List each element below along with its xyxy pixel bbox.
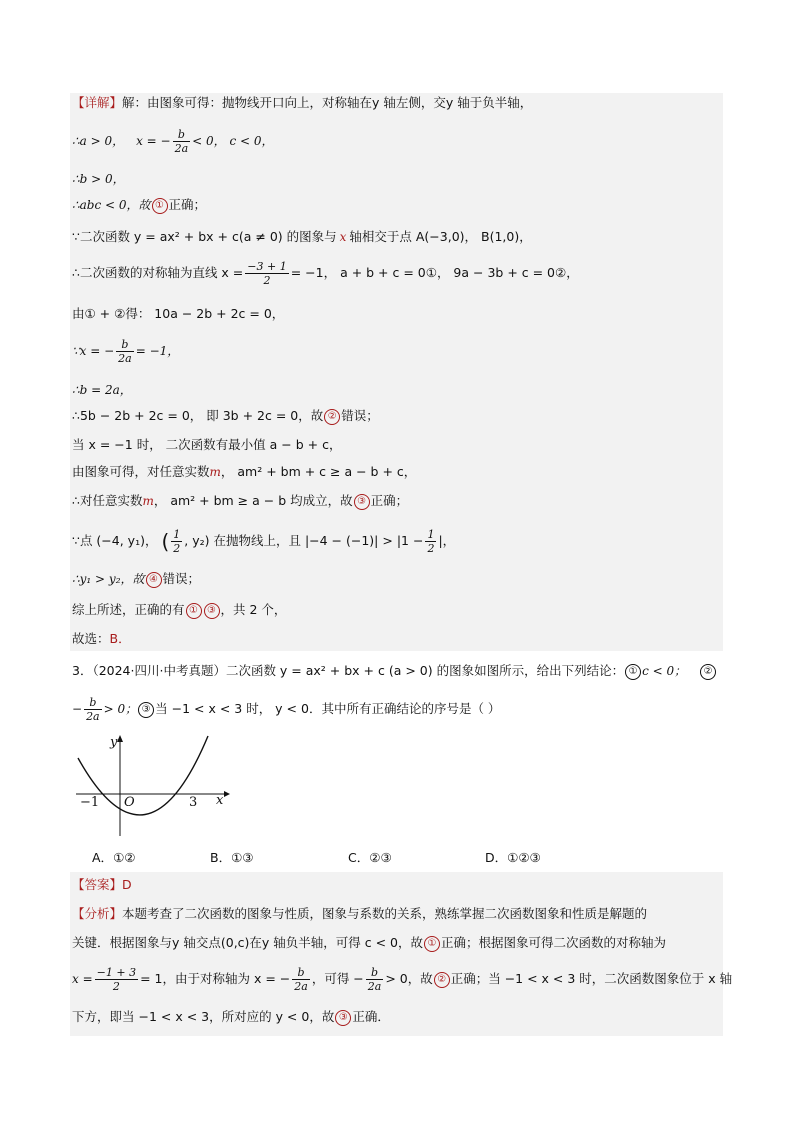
solution-line-17: 故选：B．: [72, 631, 131, 646]
fraction: $\frac{-3 + 1}{2}$: [247, 260, 287, 287]
solution-tag: 【详解】: [72, 95, 123, 110]
solution-line-1: 【详解】解：由图象可得：抛物线开口向上，对称轴在y 轴左侧，交y 轴于负半轴，: [72, 95, 533, 110]
circled-number: ①: [186, 603, 202, 619]
fraction: $\frac{b}{2a}$: [294, 966, 308, 993]
parabola-graph: [72, 732, 242, 842]
solution-line-2: ∴a > 0， x = − $\frac{b}{2a}$ < 0， c < 0，: [72, 128, 274, 155]
answer-value: D: [122, 877, 132, 892]
option-a[interactable]: A．①②: [92, 850, 136, 865]
solution-line-9: ∴b = 2a，: [72, 383, 132, 397]
fraction: $\frac{b}{2a}$: [86, 696, 100, 723]
solution-line-5: ∵二次函数 y = ax² + bx + c(a ≠ 0) 的图象与 x 轴相交于点 A(−3,0)， B(1,0)，: [72, 229, 532, 244]
y-axis-label: y: [110, 735, 118, 750]
fraction: $\frac{1}{2}$: [173, 528, 181, 555]
question-line-1: 3．（2024·四川·中考真题）二次函数 y = ax² + bx + c (a > 0) 的图象如图所示，给出下列结论： ① c < 0； ②: [72, 662, 717, 680]
solution-line-15: ∴y₁ > y₂，故 ④ 错误；: [72, 571, 201, 586]
fraction: $\frac{1}{2}$: [427, 528, 435, 555]
solution-line-16: 综上所述，正确的有 ① ③ ，共 2 个，: [72, 602, 287, 617]
circled-number: ②: [700, 664, 716, 680]
circled-number: ①: [152, 198, 168, 214]
circled-number: ①: [424, 936, 440, 952]
fraction: $\frac{b}{2a}$: [118, 338, 132, 365]
left-root-label: −1: [80, 795, 100, 810]
circled-number: ①: [625, 664, 641, 680]
circled-number: ③: [204, 603, 220, 619]
option-c[interactable]: C．②③: [348, 850, 392, 865]
question-line-2: − $\frac{b}{2a}$ > 0； ③ 当 −1 < x < 3 时， y < 0．其中所有正确结论的序号是（ ）: [72, 696, 501, 723]
y-axis-arrow: [117, 735, 123, 742]
solution-line-4: ∴abc < 0，故 ① 正确；: [72, 197, 207, 212]
answer-tag: 【答案】: [72, 877, 123, 892]
fraction: $\frac{b}{2a}$: [174, 128, 189, 155]
x-axis-arrow: [224, 791, 230, 797]
solution-line-10: ∴5b − 2b + 2c = 0， 即 3b + 2c = 0，故 ② 错误；: [72, 408, 379, 423]
solution-background: [70, 93, 723, 651]
circled-number: ③: [354, 494, 370, 510]
option-b[interactable]: B．①③: [210, 850, 254, 865]
answer-options: [92, 848, 612, 868]
option-d[interactable]: D．①②③: [485, 850, 541, 865]
x-axis-label: x: [216, 793, 224, 808]
circled-number: ③: [138, 702, 154, 718]
circled-number: ③: [335, 1010, 351, 1026]
origin-label: O: [124, 795, 135, 810]
answer-line: [72, 876, 132, 894]
analysis-line-1: 【分析】本题考查了二次函数的图象与性质，图象与系数的关系，熟练掌握二次函数图象和性质是解题的: [72, 906, 648, 921]
analysis-line-3: x = $\frac{-1 + 3}{2}$ = 1，由于对称轴为 x = − $\frac{b}{2a}$ ，可得 − $\frac{b}{2a}$ > 0，故 ② 正确；当 −1 < x < 3 时，二次函数图象位于 x 轴: [72, 966, 733, 993]
solution-line-14: ∵点 (−4, y₁)， ( $\frac{1}{2}$ , y₂) 在抛物线上，且 |−4 − (−1)| > |1 − $\frac{1}{2}$ |，: [72, 528, 456, 555]
circled-number: ②: [434, 972, 450, 988]
solution-line-8: ∵x = − $\frac{b}{2a}$ = −1，: [72, 338, 180, 365]
circled-number: ②: [324, 409, 340, 425]
analysis-line-2: 关键．根据图象与y 轴交点(0,c)在y 轴负半轴，可得 c < 0，故 ① 正确；根据图象可得二次函数的对称轴为: [72, 935, 667, 950]
solution-line-13: ∴对任意实数m， am² + bm ≥ a − b 均成立，故 ③ 正确；: [72, 493, 409, 508]
analysis-line-4: 下方，即当 −1 < x < 3，所对应的 y < 0，故 ③ 正确．: [72, 1009, 390, 1024]
solution-line-6: ∴二次函数的对称轴为直线 x = $\frac{-3 + 1}{2}$ = −1， a + b + c = 0①， 9a − 3b + c = 0②，: [72, 260, 579, 287]
solution-line-3: ∴b > 0，: [72, 172, 125, 186]
solution-line-7: 由① + ②得： 10a − 2b + 2c = 0，: [72, 306, 285, 321]
analysis-tag: 【分析】: [72, 906, 123, 921]
solution-line-12: 由图象可得，对任意实数m， am² + bm + c ≥ a − b + c，: [72, 464, 417, 479]
fraction: $\frac{b}{2a}$: [367, 966, 382, 993]
fraction: $\frac{-1 + 3}{2}$: [96, 966, 137, 993]
circled-number: ④: [146, 572, 162, 588]
right-root-label: 3: [189, 795, 198, 810]
solution-line-11: 当 x = −1 时， 二次函数有最小值 a − b + c，: [72, 437, 342, 452]
